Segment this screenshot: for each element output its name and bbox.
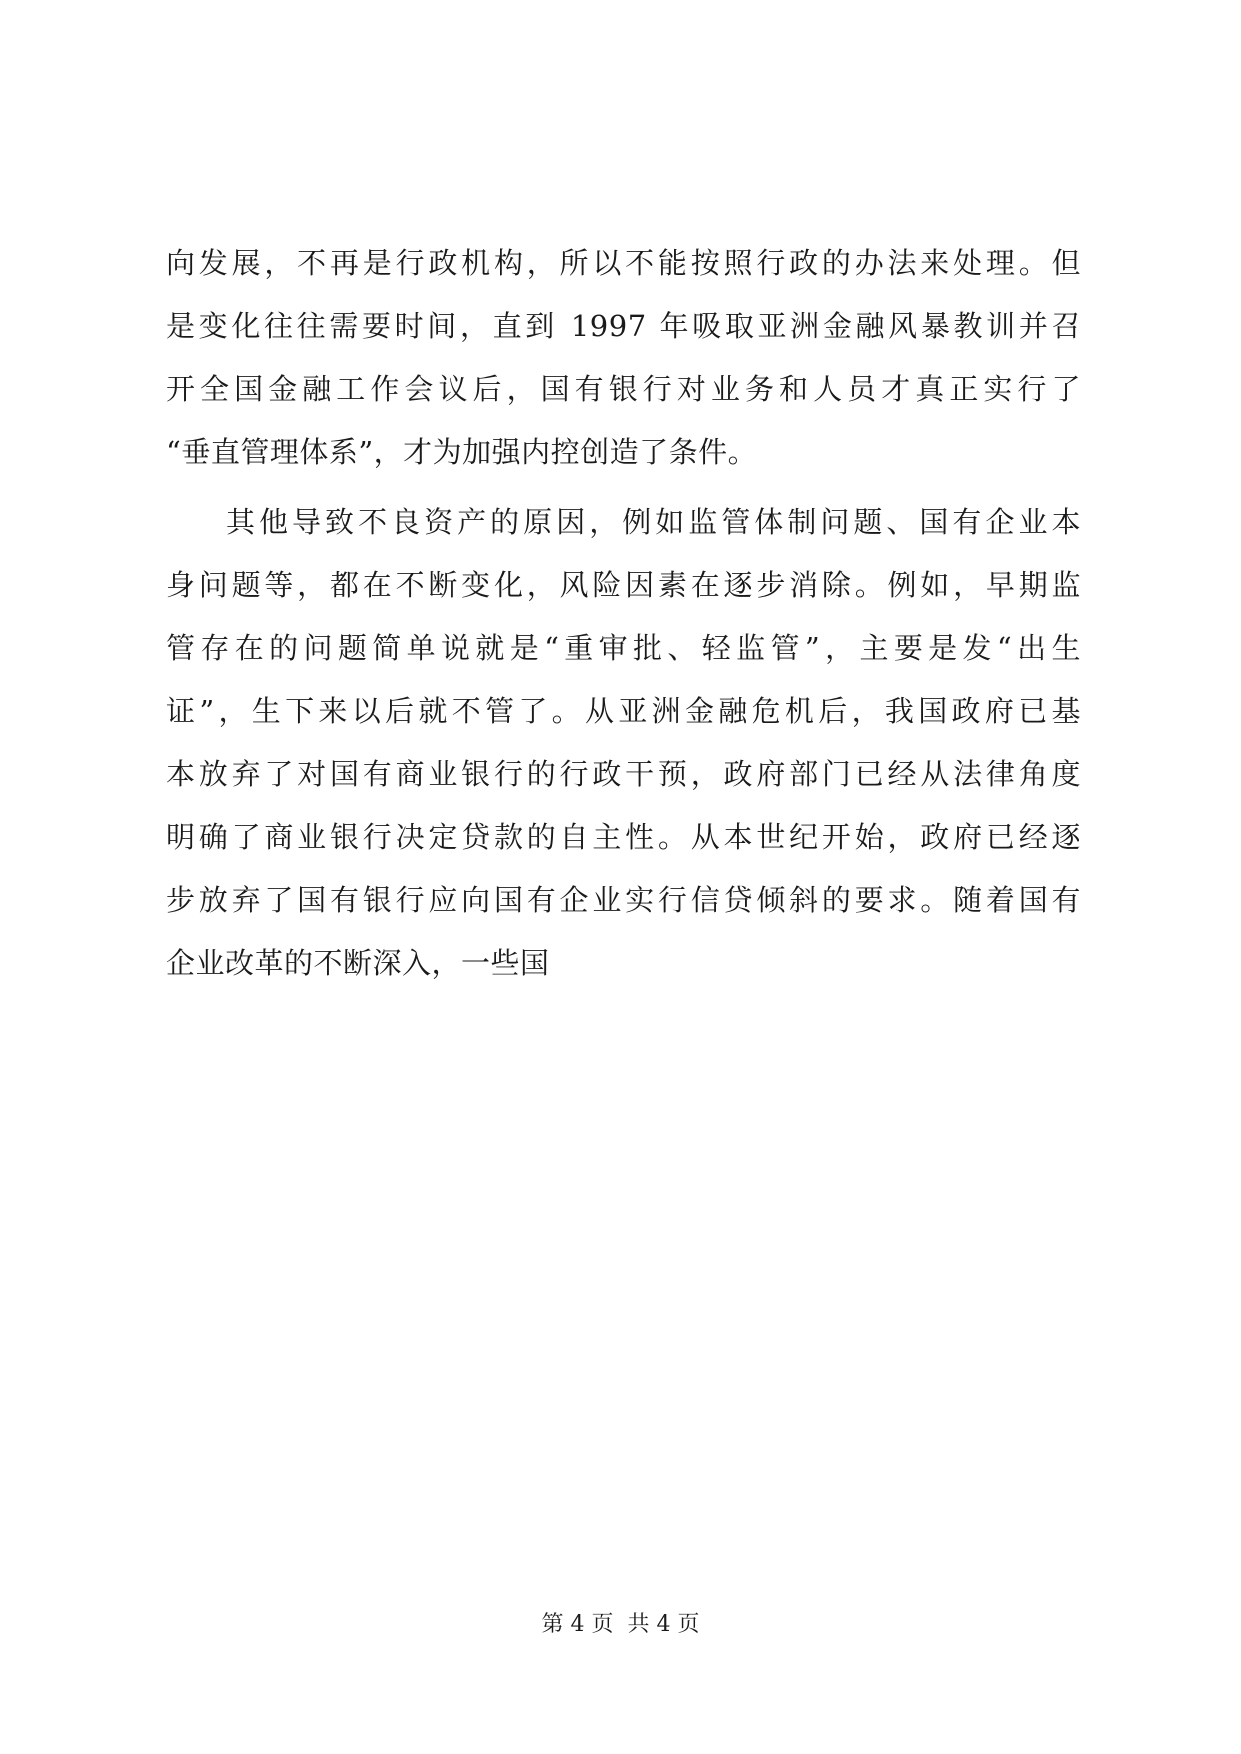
text-line: 是变化往往需要时间，直到 1997 年吸取亚洲金融风暴教训并召 — [166, 309, 1081, 343]
text-line: 企业改革的不断深入，一些国 — [166, 946, 550, 980]
page-footer — [0, 1610, 1241, 1640]
text-line: 证”，生下来以后就不管了。从亚洲金融危机后，我国政府已基 — [166, 694, 1081, 728]
text-line: 其他导致不良资产的原因，例如监管体制问题、国有企业本 — [226, 505, 1081, 539]
text-line: 本放弃了对国有商业银行的行政干预，政府部门已经从法律角度 — [166, 757, 1081, 791]
text-line: “垂直管理体系”，才为加强内控创造了条件。 — [166, 435, 758, 469]
paragraph — [166, 491, 1081, 995]
text-line: 开全国金融工作会议后，国有银行对业务和人员才真正实行了 — [166, 372, 1081, 406]
body-text — [166, 232, 1081, 995]
text-line: 身问题等，都在不断变化，风险因素在逐步消除。例如，早期监 — [166, 568, 1081, 602]
text-line: 步放弃了国有银行应向国有企业实行信贷倾斜的要求。随着国有 — [166, 883, 1081, 917]
paragraph-gap — [166, 484, 1081, 491]
paragraph — [166, 232, 1081, 484]
page-number: 第 4 页 共 4 页 — [541, 1612, 700, 1637]
text-line: 明确了商业银行决定贷款的自主性。从本世纪开始，政府已经逐 — [166, 820, 1081, 854]
text-line: 向发展，不再是行政机构，所以不能按照行政的办法来处理。但 — [166, 246, 1081, 280]
text-line: 管存在的问题简单说就是“重审批、轻监管”，主要是发“出生 — [166, 631, 1081, 665]
